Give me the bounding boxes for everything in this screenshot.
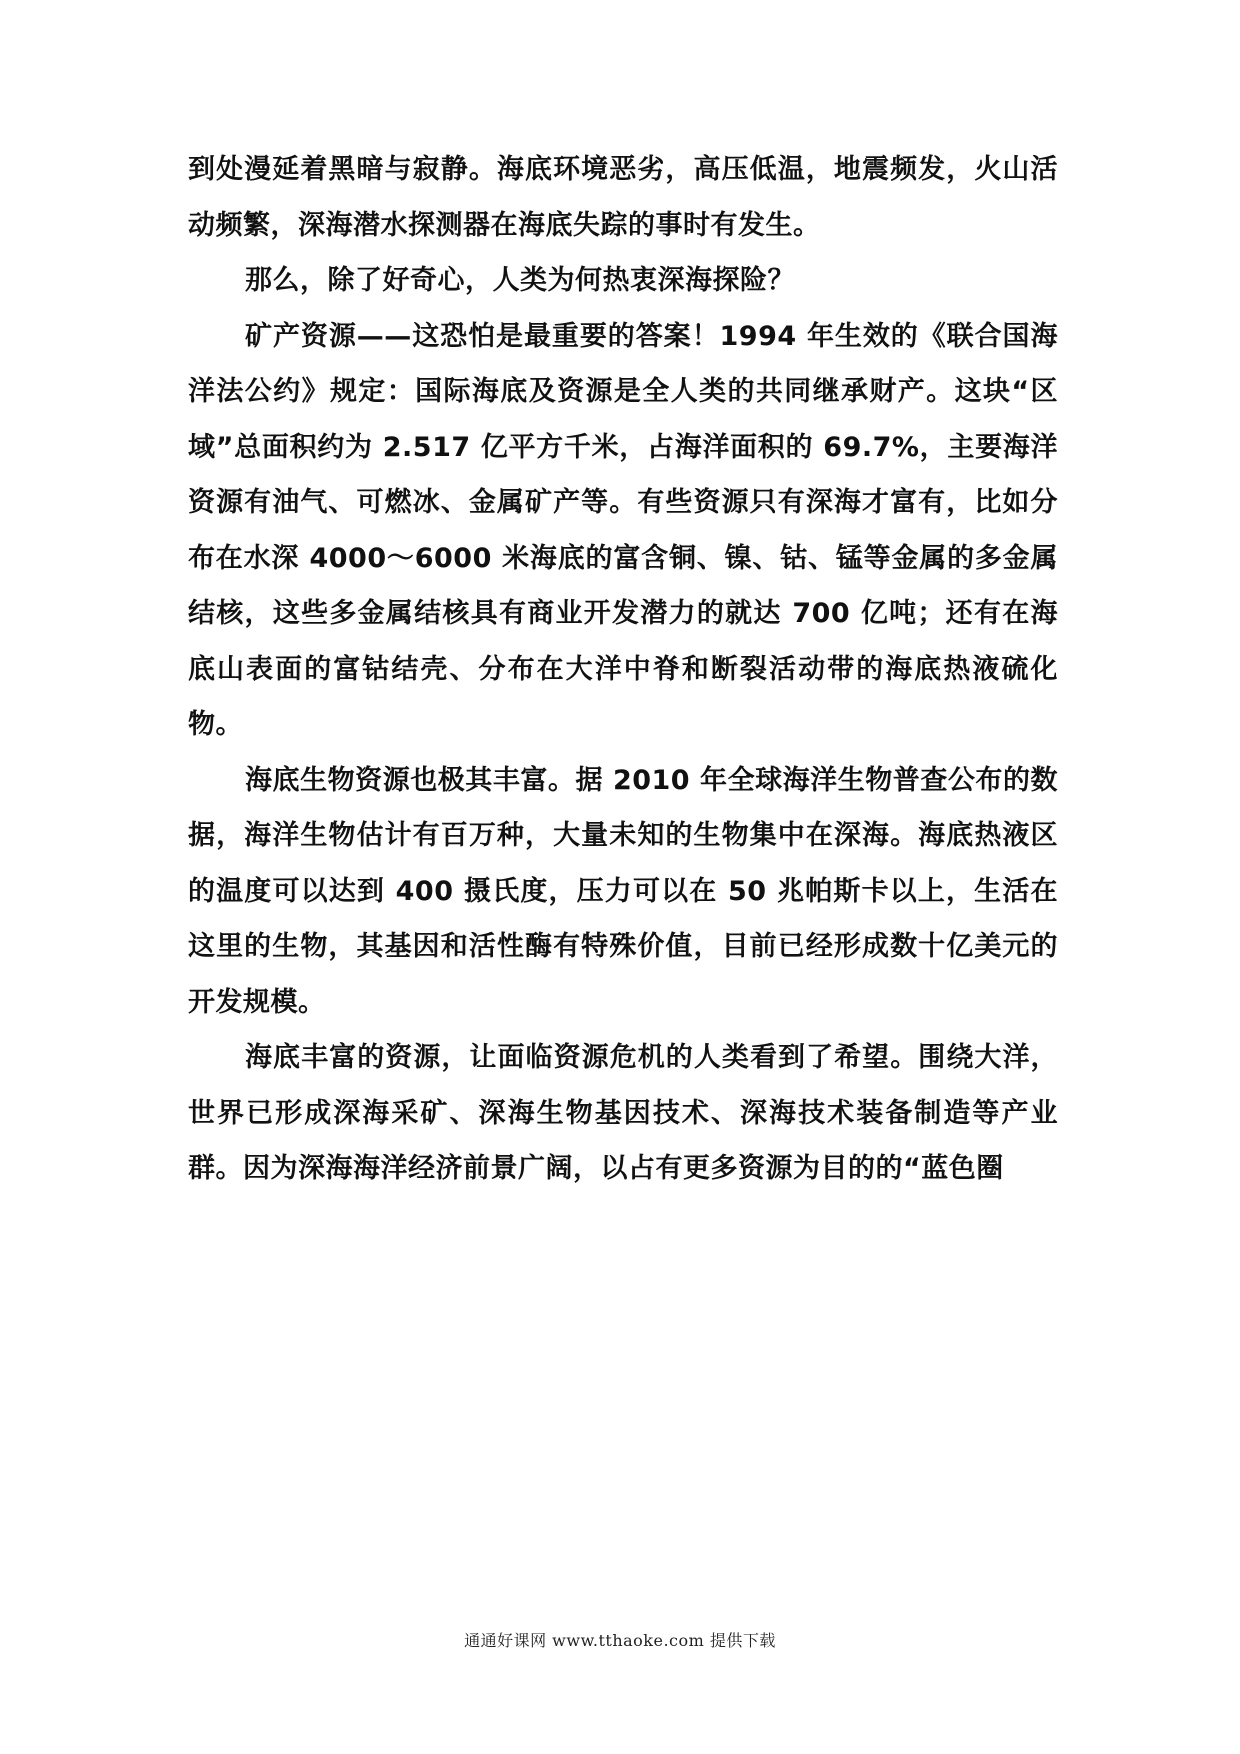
paragraph-biological-resources: 海底生物资源也极其丰富。据 2010 年全球海洋生物普查公布的数据，海洋生物估计有百万种，大量未知的生物集中在深海。海底热液区的温度可以达到 400 摄氏度，压力可以在 50 兆帕斯卡以上，生活在这里的生物，其基因和活性酶有特殊价值，目前已经形成数十亿美元的开发规模。 [188, 764, 1058, 1018]
paragraph-hope-industry: 海底丰富的资源，让面临资源危机的人类看到了希望。围绕大洋，世界已形成深海采矿、深海生物基因技术、深海技术装备制造等产业群。因为深海海洋经济前景广阔，以占有更多资源为目的的“蓝色圈 [188, 1042, 1058, 1184]
document-body [188, 142, 1058, 1197]
page-footer: 通通好课网 www.tthaoke.com 提供下载 [464, 1631, 776, 1650]
paragraph-question: 那么，除了好奇心，人类为何热衷深海探险？ [245, 265, 795, 296]
paragraph-intro-continuation: 到处漫延着黑暗与寂静。海底环境恶劣，高压低温，地震频发，火山活动频繁，深海潜水探测器在海底失踪的事时有发生。 [188, 154, 1058, 241]
paragraph-mineral-resources: 矿产资源——这恐怕是最重要的答案！1994 年生效的《联合国海洋法公约》规定：国际海底及资源是全人类的共同继承财产。这块“区域”总面积约为 2.517 亿平方千米，占海洋面积的 69.7%，主要海洋资源有油气、可燃冰、金属矿产等。有些资源只有深海才富有，比如分布在水深 4000～6000 米海底的富含铜、镍、钴、锰等金属的多金属结核，这些多金属结核具有商业开发潜力的就达 700 亿吨；还有在海底山表面的富钴结壳、分布在大洋中脊和断裂活动带的海底热液硫化物。 [188, 320, 1058, 740]
